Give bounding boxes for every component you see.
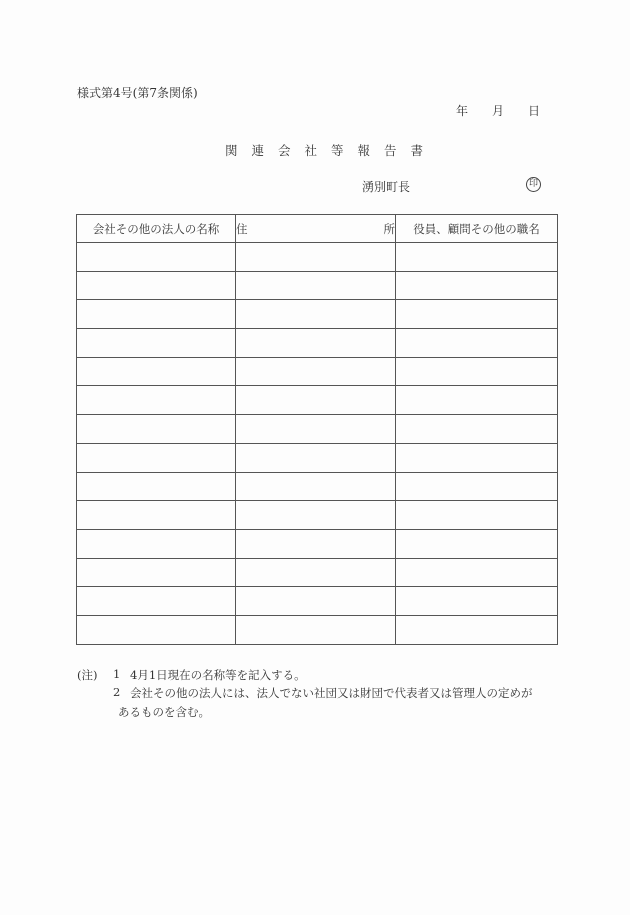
company-name-cell[interactable] xyxy=(77,472,236,501)
company-name-cell[interactable] xyxy=(77,558,236,587)
table-row xyxy=(77,443,558,472)
address-cell[interactable] xyxy=(236,329,396,358)
table-row xyxy=(77,357,558,386)
position-cell[interactable] xyxy=(396,443,558,472)
address-cell[interactable] xyxy=(236,587,396,616)
address-cell[interactable] xyxy=(236,529,396,558)
table-row xyxy=(77,587,558,616)
address-cell[interactable] xyxy=(236,386,396,415)
address-cell[interactable] xyxy=(236,472,396,501)
table-row xyxy=(77,472,558,501)
date-day: 日 xyxy=(528,104,541,118)
company-name-cell[interactable] xyxy=(77,415,236,444)
table-row xyxy=(77,243,558,272)
note-1-number: 1 xyxy=(113,667,121,681)
position-cell[interactable] xyxy=(396,357,558,386)
position-cell[interactable] xyxy=(396,300,558,329)
table-row xyxy=(77,558,558,587)
company-name-cell[interactable] xyxy=(77,386,236,415)
note-2-text: 会社その他の法人には、法人でない社団又は財団で代表者又は管理人の定めが xyxy=(130,686,533,700)
date-month: 月 xyxy=(492,104,505,118)
table-row xyxy=(77,386,558,415)
address-cell[interactable] xyxy=(236,501,396,530)
position-cell[interactable] xyxy=(396,529,558,558)
note-1-text: 4月1日現在の名称等を記入する。 xyxy=(130,668,306,682)
address-cell[interactable] xyxy=(236,615,396,644)
table-row xyxy=(77,501,558,530)
date-year: 年 xyxy=(456,104,469,118)
company-name-cell[interactable] xyxy=(77,243,236,272)
table-row xyxy=(77,529,558,558)
table-header-row xyxy=(77,215,558,243)
position-cell[interactable] xyxy=(396,501,558,530)
address-cell[interactable] xyxy=(236,271,396,300)
address-cell[interactable] xyxy=(236,300,396,329)
position-cell[interactable] xyxy=(396,329,558,358)
address-cell[interactable] xyxy=(236,443,396,472)
note-2-number: 2 xyxy=(113,685,121,699)
table-row xyxy=(77,615,558,644)
position-cell[interactable] xyxy=(396,587,558,616)
company-name-cell[interactable] xyxy=(77,529,236,558)
table-row xyxy=(77,329,558,358)
position-cell[interactable] xyxy=(396,472,558,501)
related-company-table xyxy=(76,214,558,645)
table-row xyxy=(77,415,558,444)
header-address-left: 住 xyxy=(236,221,248,236)
table-row xyxy=(77,300,558,329)
position-cell[interactable] xyxy=(396,558,558,587)
position-cell[interactable] xyxy=(396,615,558,644)
addressee: 湧別町長 xyxy=(362,180,411,194)
note-2-continuation: あるものを含む。 xyxy=(118,705,210,719)
position-cell[interactable] xyxy=(396,243,558,272)
header-company-name: 会社その他の法人の名称 xyxy=(77,215,236,243)
company-name-cell[interactable] xyxy=(77,271,236,300)
address-cell[interactable] xyxy=(236,243,396,272)
position-cell[interactable] xyxy=(396,271,558,300)
address-cell[interactable] xyxy=(236,357,396,386)
position-cell[interactable] xyxy=(396,415,558,444)
table-row xyxy=(77,271,558,300)
company-name-cell[interactable] xyxy=(77,587,236,616)
company-name-cell[interactable] xyxy=(77,615,236,644)
document-title: 関連会社等報告書 xyxy=(225,143,438,158)
position-cell[interactable] xyxy=(396,386,558,415)
seal-icon: 印 xyxy=(526,177,541,192)
notes-label: (注) xyxy=(77,668,98,682)
company-name-cell[interactable] xyxy=(77,300,236,329)
form-number-label: 様式第4号(第7条関係) xyxy=(77,86,198,100)
company-name-cell[interactable] xyxy=(77,329,236,358)
address-cell[interactable] xyxy=(236,415,396,444)
address-cell[interactable] xyxy=(236,558,396,587)
company-name-cell[interactable] xyxy=(77,357,236,386)
header-address xyxy=(236,215,396,243)
company-name-cell[interactable] xyxy=(77,501,236,530)
header-address-right: 所 xyxy=(383,221,395,236)
header-position: 役員、顧問その他の職名 xyxy=(396,215,558,243)
company-name-cell[interactable] xyxy=(77,443,236,472)
